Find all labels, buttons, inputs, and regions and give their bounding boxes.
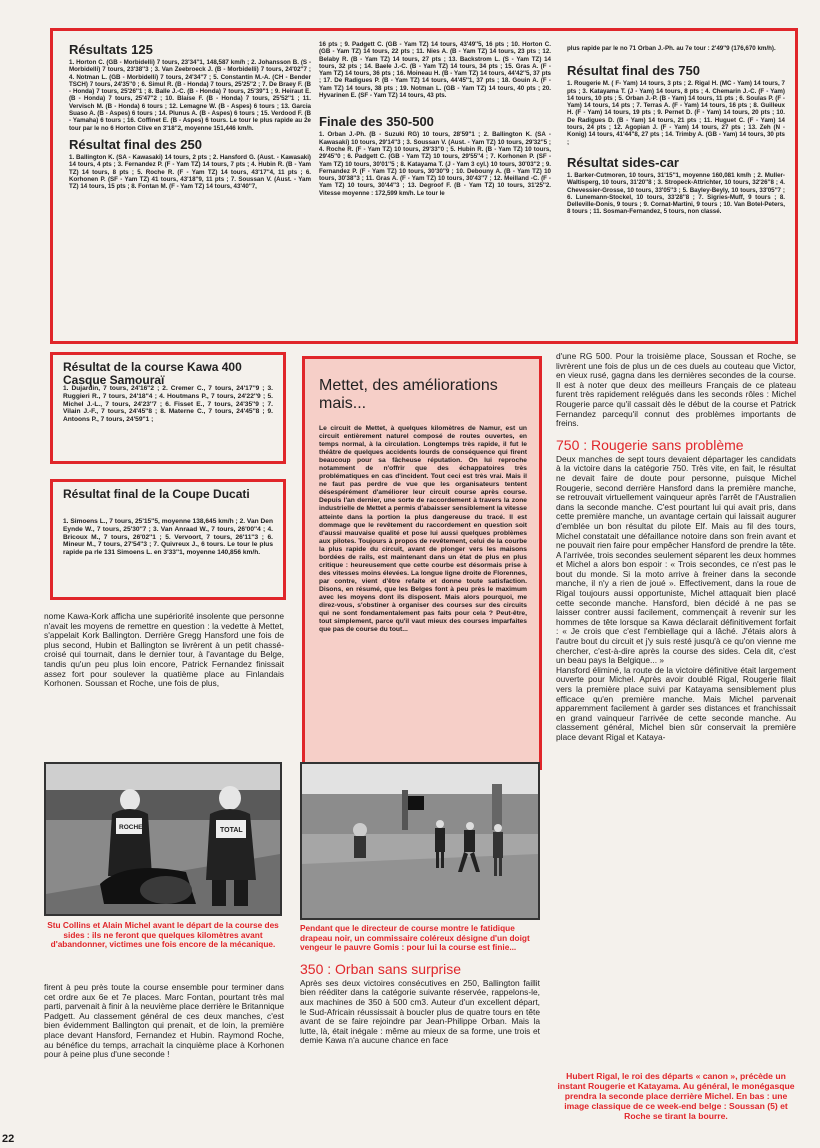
photo-sidecar-riders — [44, 762, 282, 916]
results-750-text: 1. Rougerie M. ( F- Yam) 14 tours, 3 pts ; 2. Rigal H. (MC - Yam) 14 tours, 7 pts ; 3. Katayama T. (J - Yam) 14 tours, 8 pts ; 4. Chemarin J.-C. (F - Yam) 14 tours, 10 pts ; 5. Orban J.-P. (B - Yam) 14 tours, 11 pts ; 6. Soulas P. (F - Yam) 14 tours, 14 pts ; 7. Terras A. (F - Yam) 14 tours, 16 pts ; 8. Guilleux H. (F - Yam) 14 tours, 19 pts ; 9. Pernet D. (F - Yam) 14 tours, 20 pts ; 10. De Radigues D. (B - Yam) 14 tours, 21 pts ; 11. Huguet C. (F - Yam) 14 tours, 24 pts ; 12. Agopian J. (F - Yam) 14 tours, 27 pts ; 13. Zeh (N - Konig) 14 tours, 41'44''8, 27 pts ; 14. Trimby A. (GB - Yam) 14 tours, 30 pts ; — [567, 80, 785, 146]
col1-text-top: nome Kawa-Kork afficha une supériorité insolente que personne n'avait les moyens de remettre en question : la vedette à Mettet, s'appelait Kork Ballington. Derrière Gregg Hansford une fois de plus second, Hubin et Ballington se livrèrent à un petit chassé-croisé qui tournait, dans le dernier tour, à l'avantage du Belge, tandis qu'un peu plus loin encore, Patrick Fernandez finissait assez fort pour soulever la quatième place au Finlandais Korhonen. Soussan et Roche, une fois de plus, — [44, 611, 284, 689]
results-750-title: Résultat final des 750 — [567, 63, 700, 79]
col3-text-middle: Deux manches de sept tours devaient départager les candidats à la victoire dans la catégorie 750. Très vite, en fait, le résultat ne devait faire de doute pour personne, puisque Michel Rougerie, second derrière Hansford dans la première manche, se retrouvait virtuellement vainqueur après l'arrêt de l'Australien dans la seconde manche. C'est pourtant lui qui avait pris, dans cette première manche, un avantage certain qui laissait augurer d'emblée un bon résultat du pilote Elf. Mais au fil des tours, Michel constatait une défaillance notoire dans son frein avant et ne pouvait rien faire pour empêcher Hansford de prendre la tête. A l'arrivée, trois secondes seulement séparent les deux hommes et Michel a alors bon espoir : « Trois secondes, ce n'est pas le bout du monde. Si la moto arrive à freiner dans la seconde manche, il n'y a rien de joué ». Effectivement, dans la roue de Rigal toujours aussi opportuniste, Michel attaquait bien placé cette seconde manche. Hansford, bien décidé à ne pas se laisser contrer aussi facilement, commençait à revenir sur les hommes de tête lorsque sa Kawa déclarait définitivement forfait : « Je crois que c'est l'embiellage qui a lâché. J'étais alors à l'autre bout du circuit et j'y suis resté jusqu'à ce qu'on vienne me chercher, c'est-à-dire après la course des sides. Cela dit, c'est un beau pays la Belgique... » — [556, 453, 796, 666]
bib-right-label: TOTAL — [220, 827, 243, 834]
results-125-text: 1. Horton C. (GB - Morbidelli) 7 tours, 23'34''1, 148,587 km/h ; 2. Johansson B. (S - Morbidelli) 7 tours, 23'38''3 ; 3. Van Zeebroeck J. (B - Morbidelli) 7 tours, 24'02''7 ; 4. Notman L. (GB - Morbidelli) 7 tours, 24'34''7 ; 5. Constantin M.-A. (CH - Bender TSCH) 7 tours, 24'35''0 ; 6. Simul R. (B - Honda) 7 tours, 25'25''2 ; 7. De Braey F. (B - Honda) 7 tours, 25'26''1 ; 8. Balle J.-C. (B - Honda) 7 tours, 25'39''1 ; 9. Heiraut E. (B - Honda) 7 tours, 25'47''2 ; 10. Blaise F. (B - Honda) 7 tours, 25'52''1 ; 11. Vervisch M. (B - Honda) 6 tours ; 12. Lemagne W. (B - Aspes) 6 tours ; 13. Garcia Suaso A. (B - Aspes) 6 tours ; 14. Plunus A. (B - Aspes) 6 tours ; 15. Verdood F. (B - Yamaha) 6 tours ; 16. Coffinet E. (B - Aspes) 6 tours. Le tour le plus rapide au 2e tour par le no 6 Horton Clive en 3'18''2, moyenne 151,446 km/h. — [69, 59, 311, 132]
results-sidecar-title: Résultat sides-car — [567, 154, 679, 170]
photo-black-flag — [300, 762, 540, 920]
subhead-750: 750 : Rougerie sans problème — [556, 436, 744, 453]
mettet-text: Le circuit de Mettet, à quelques kilomètres de Namur, est un circuit entièrement naturel composé de routes ouvertes, en temps normal, à la circulation. Longtemps très rapide, il fut le théâtre de quelques accidents lourds de conséquence qui firent beaucoup pour sa fâcheuse réputation. On lui reproche notamment de n'offrir que des échappatoires très problématiques en cas d'incident. Tout ceci est très vrai. Mais il ne faut pas perdre de vue que les organisateurs tentent désespérément d'améliorer leur circuit course après course. Depuis l'an dernier, une sorte de raccordement à travers la zone industrielle de Mettet a permis d'abaisser sensiblement la vitesse atteinte dans la portion la plus dangereuse du tracé. Il est dommage que le revêtement du raccordement en question soit d'aussi mauvaise qualité et pose lui aussi quelques problèmes aux pilotes. Toujours à propos de revêtement, celui de la courbe la plus rapide du circuit, avant de plonger vers les maisons bordées de rails, est maintenant dans un état de plus en plus critique : heureusement que cette courbe est désormais prise à des vitesses moins élevées. La longue ligne droite de Florennes, par contre, vient d'être refaite et donne toute satisfaction. Disons, en résumé, que les Belges font à peu près le maximum avec les moyens dont ils disposent. Mais alors pourquoi, me direz-vous, s'obstiner à organiser des courses sur des circuits qui ne sont fondamentalement pas faits pour cela ? Peut-être, tout simplement, parce qu'il vaut mieux des courses imparfaites que pas de course du tout... — [319, 425, 527, 634]
mettet-title: Mettet, des améliorations mais... — [319, 377, 498, 412]
kawa-400-text: 1. Dujardin, 7 tours, 24'16''2 ; 2. Cremer C., 7 tours, 24'17''9 ; 3. Ruggieri R., 7 tours, 24'18''4 ; 4. Houtmans P., 7 tours, 24'22''9 ; 5. Michel J.-L., 7 tours, 24'23''7 ; 6. Fisset E., 7 tours, 24'35''9 ; 7. Vilain J.-F., 7 tours, 24'45''8 ; 8. Materne C., 7 tours, 24'45''8 ; 9. Antoons P., 7 tours, 24'59''1 ; — [63, 385, 273, 424]
page-number: 22 — [2, 1133, 15, 1145]
photo-sidecar-image — [46, 764, 280, 914]
ducati-text: 1. Simoens L., 7 tours, 25'15''5, moyenne 138,645 km/h ; 2. Van Den Eynde W., 7 tours, 25'30''7 ; 3. Van Anraad W., 7 tours, 26'00''4 ; 4. Bricoux M., 7 tours, 26'02''1 ; 5. Vervoort, 7 tours, 26'11''3 ; 6. Mineur M., 7 tours, 27'54''3 ; 7. Quivreux J., 6 tours. Le tour le plus rapide pa rle 131 Simoens L. en 3'33''1, moyenne 140,856 km/h. — [63, 518, 273, 557]
col3-text-bottom: Hansford éliminé, la route de la victoire définitive était largement ouverte pour Michel. Après avoir doublé Rigal, Rougerie filait vers la première place suivi par Katayama sensiblement plus efficace qu'en première manche. Mais Michel parvenait apparemment facilement à garder ses distances et franchissait en grand vainqueur l'arrivée de cette seconde manche. Au classement général, Michel bien sûr conservait la première place devant Rigal et Kataya- — [556, 664, 796, 742]
photo-flag-image — [302, 764, 538, 918]
results-125-title: Résultats 125 — [69, 42, 153, 57]
col3-text-top: d'une RG 500. Pour la troisième place, Soussan et Roche, se livrèrent une fois de plus un de ces duels au couteau que Victor, en vieux rusé, gagna dans les dernières secondes de la course. Il est à noter que deux des meilleurs Français de ce plateau furent très rapidement relégués dans les seconds rôles : Michel Rougerie parce qu'il cassait dès le début de la course et Patrick Fernandez parcequ'il connut des problèmes importants de freins. — [556, 351, 796, 429]
results-350-500-title: Finale des 350-500 — [319, 114, 434, 130]
col3-caption: Hubert Rigal, le roi des départs « canon », précède un instant Rougerie et Katayama. Au général, le monégasque prendra la seconde place derrière Michel. En bas : une image classique de ce week-end belge : Soussan (5) et Roche se tirant la bourre. — [557, 1071, 795, 1121]
kawa-400-title: Résultat de la course Kawa 400 Casque Samouraï — [63, 360, 242, 387]
results-sidecar-text: 1. Barker-Cutmoren, 10 tours, 31'15''1, moyenne 160,081 km/h ; 2. Muller-Waltisperg, 10 tours, 31'20''8 ; 3. Stropeck-Attrichter, 10 tours, 32'26''8 ; 4. Chevessier-Grosse, 10 tours, 33'05''3 ; 5. Bayley-Beyly, 10 tours, 33'05''7 ; 6. Lunemann-Stockel, 10 tours, 33'28''8 ; 7. Sigries-Muff, 9 tours ; 8. Delleville-Donis, 9 tours ; 9. Cornat-Martini, 9 tours ; 10. Van Botel-Peters, 8 tours ; 11. Sosman-Fernandez, 5 tours, non classé. — [567, 171, 785, 216]
results-250-text-cont: 16 pts ; 9. Padgett C. (GB - Yam TZ) 14 tours, 43'49''5, 16 pts ; 10. Horton C. (GB - Yam TZ) 14 tours, 22 pts ; 11. Nies A. (B - Yam TZ) 14 tours, 23 pts ; 12. Belaby R. (B - Yam TZ) 14 tours, 27 pts ; 13. Backstrom L. (S - Yam TZ) 14 tours, 32 pts ; 14. Baele J.-C. (B - Yam TZ) 14 tours, 34 pts ; 15. Gras A. (F - Yam TZ) 14 tours, 36 pts ; 16. Moineau H. (B - Yam TZ) 14 tours, 44'42''5, 37 pts ; 17. De Radigues P. (B - Yam TZ) 14 tours, 44'45''1, 37 pts ; 18. Gouin A. (F - Yam TZ) 14 tours, 38 pts ; 19. Notman L. (GB - Yam TZ) 14 tours, 40 pts ; 20. Hyvarinen E. (SF - Yam TZ) 14 tours, 43 pts. — [319, 41, 551, 100]
results-250-text: 1. Ballington K. (SA - Kawasaki) 14 tours, 2 pts ; 2. Hansford G. (Aust. - Kawasaki) 14 tours, 4 pts ; 3. Fernandez P. (F - Yam TZ) 14 tours, 7 pts ; 4. Hubin R. (B - Yam TZ) 14 tours, 8 pts ; 5. Roche R. (F - Yam TZ) 14 tours, 43'17''4, 11 pts ; 6. Korhonen P. (SF - Yam TZ) 41 tours, 43'18''9, 11 pts ; 7. Soussan V. (Aust. - Yam TZ) 14 tours, 15 pts ; 8. Fontan M. (F - Yam TZ) 14 tours, 43'40''7, — [69, 153, 311, 191]
mettet-sidebar — [302, 356, 542, 770]
ducati-box — [50, 479, 286, 600]
results-box — [50, 28, 798, 344]
results-350-500-text: 1. Orban J.-Ph. (B - Suzuki RG) 10 tours, 28'59''1 ; 2. Ballington K. (SA - Kawasaki) 10 tours, 29'14''3 ; 3. Soussan V. (Aust. - Yam TZ) 10 tours, 29'32''5 ; 4. Roche R. (F - Yam TZ) 10 tours, 29'33''0 ; 5. Hubin R. (B - Yam TZ) 10 tours, 29'45''0 ; 6. Padgett C. (GB - Yam TZ) 10 tours, 29'55''4 ; 7. Korhonen P. (SF - Yam TZ) 10 tours, 30'01''5 ; 8. Katayama T. (J - Yam 3 cyl.) 10 tours, 30'03''2 ; 9. Fernandez P. (F - Yam TZ) 10 tours, 30'30''9 ; 10. Debouny A. (B - Yam TZ) 10 tours, 30'38''3 ; 11. Gras A. (F - Yam TZ) 10 tours, 30'43''7 ; 12. Meilland -C. (F - Yam TZ) 10 tours, 30'44''3 ; 13. Degroof F. (B - Yam TZ) 10 tours, 31'25''2. Vitesse moyenne : 172,599 km/h. Le tour le — [319, 131, 551, 197]
photo1-caption: Stu Collins et Alain Michel avant le départ de la course des sides : ils ne feront que quelques kilomètres avant d'abandonner, victimes une fois encore de la mécanique. — [47, 920, 279, 950]
results-250-title: Résultat final des 250 — [69, 136, 202, 152]
col1-text-bottom: firent à peu près toute la course ensemble pour terminer dans cet ordre aux 6e et 7e places. Marc Fontan, pourtant très mal parti, parvenait à finir à la neuvième place derrière le Britannique Padgett. Au classement général de ces deux manches, c'est bien évidemment Ballington qui prenait, et de loin, la première place devant Hansford, Fernandez et Hubin. Raymond Roche, au bénéfice du temps, arrachait la cinquième place à Korhonen pour à peine plus d'une seconde ! — [44, 982, 284, 1060]
col2-text: Après ses deux victoires consécutives en 250, Ballington faillit bien rééditer dans la catégorie suivante réservée, rappelons-le, aux machines de 350 à 500 cm3. Auteur d'un excellent départ, le Sud-Africain réussissait à boucler plus de quatre tours en tête avant de se faire rejoindre par Jean-Philippe Orban. Mais la lutte, là, était inégale : même au mieux de sa forme, une trois et demie Kawa n'a aucune chance en face — [300, 977, 540, 1046]
kawa-400-box — [50, 352, 286, 464]
photo2-caption: Pendant que le directeur de course montre le fatidique drapeau noir, un commissaire coléreux désigne d'un doigt vengeur le pauvre Gomis : pour lui la course est finie... — [300, 923, 530, 953]
subhead-350: 350 : Orban sans surprise — [300, 960, 462, 977]
results-350-500-text-cont: plus rapide par le no 71 Orban J.-Ph. au 7e tour : 2'49''9 (176,670 km/h). — [567, 45, 776, 52]
ducati-title: Résultat final de la Coupe Ducati — [63, 487, 250, 501]
bib-left-label: ROCHER — [119, 824, 148, 831]
